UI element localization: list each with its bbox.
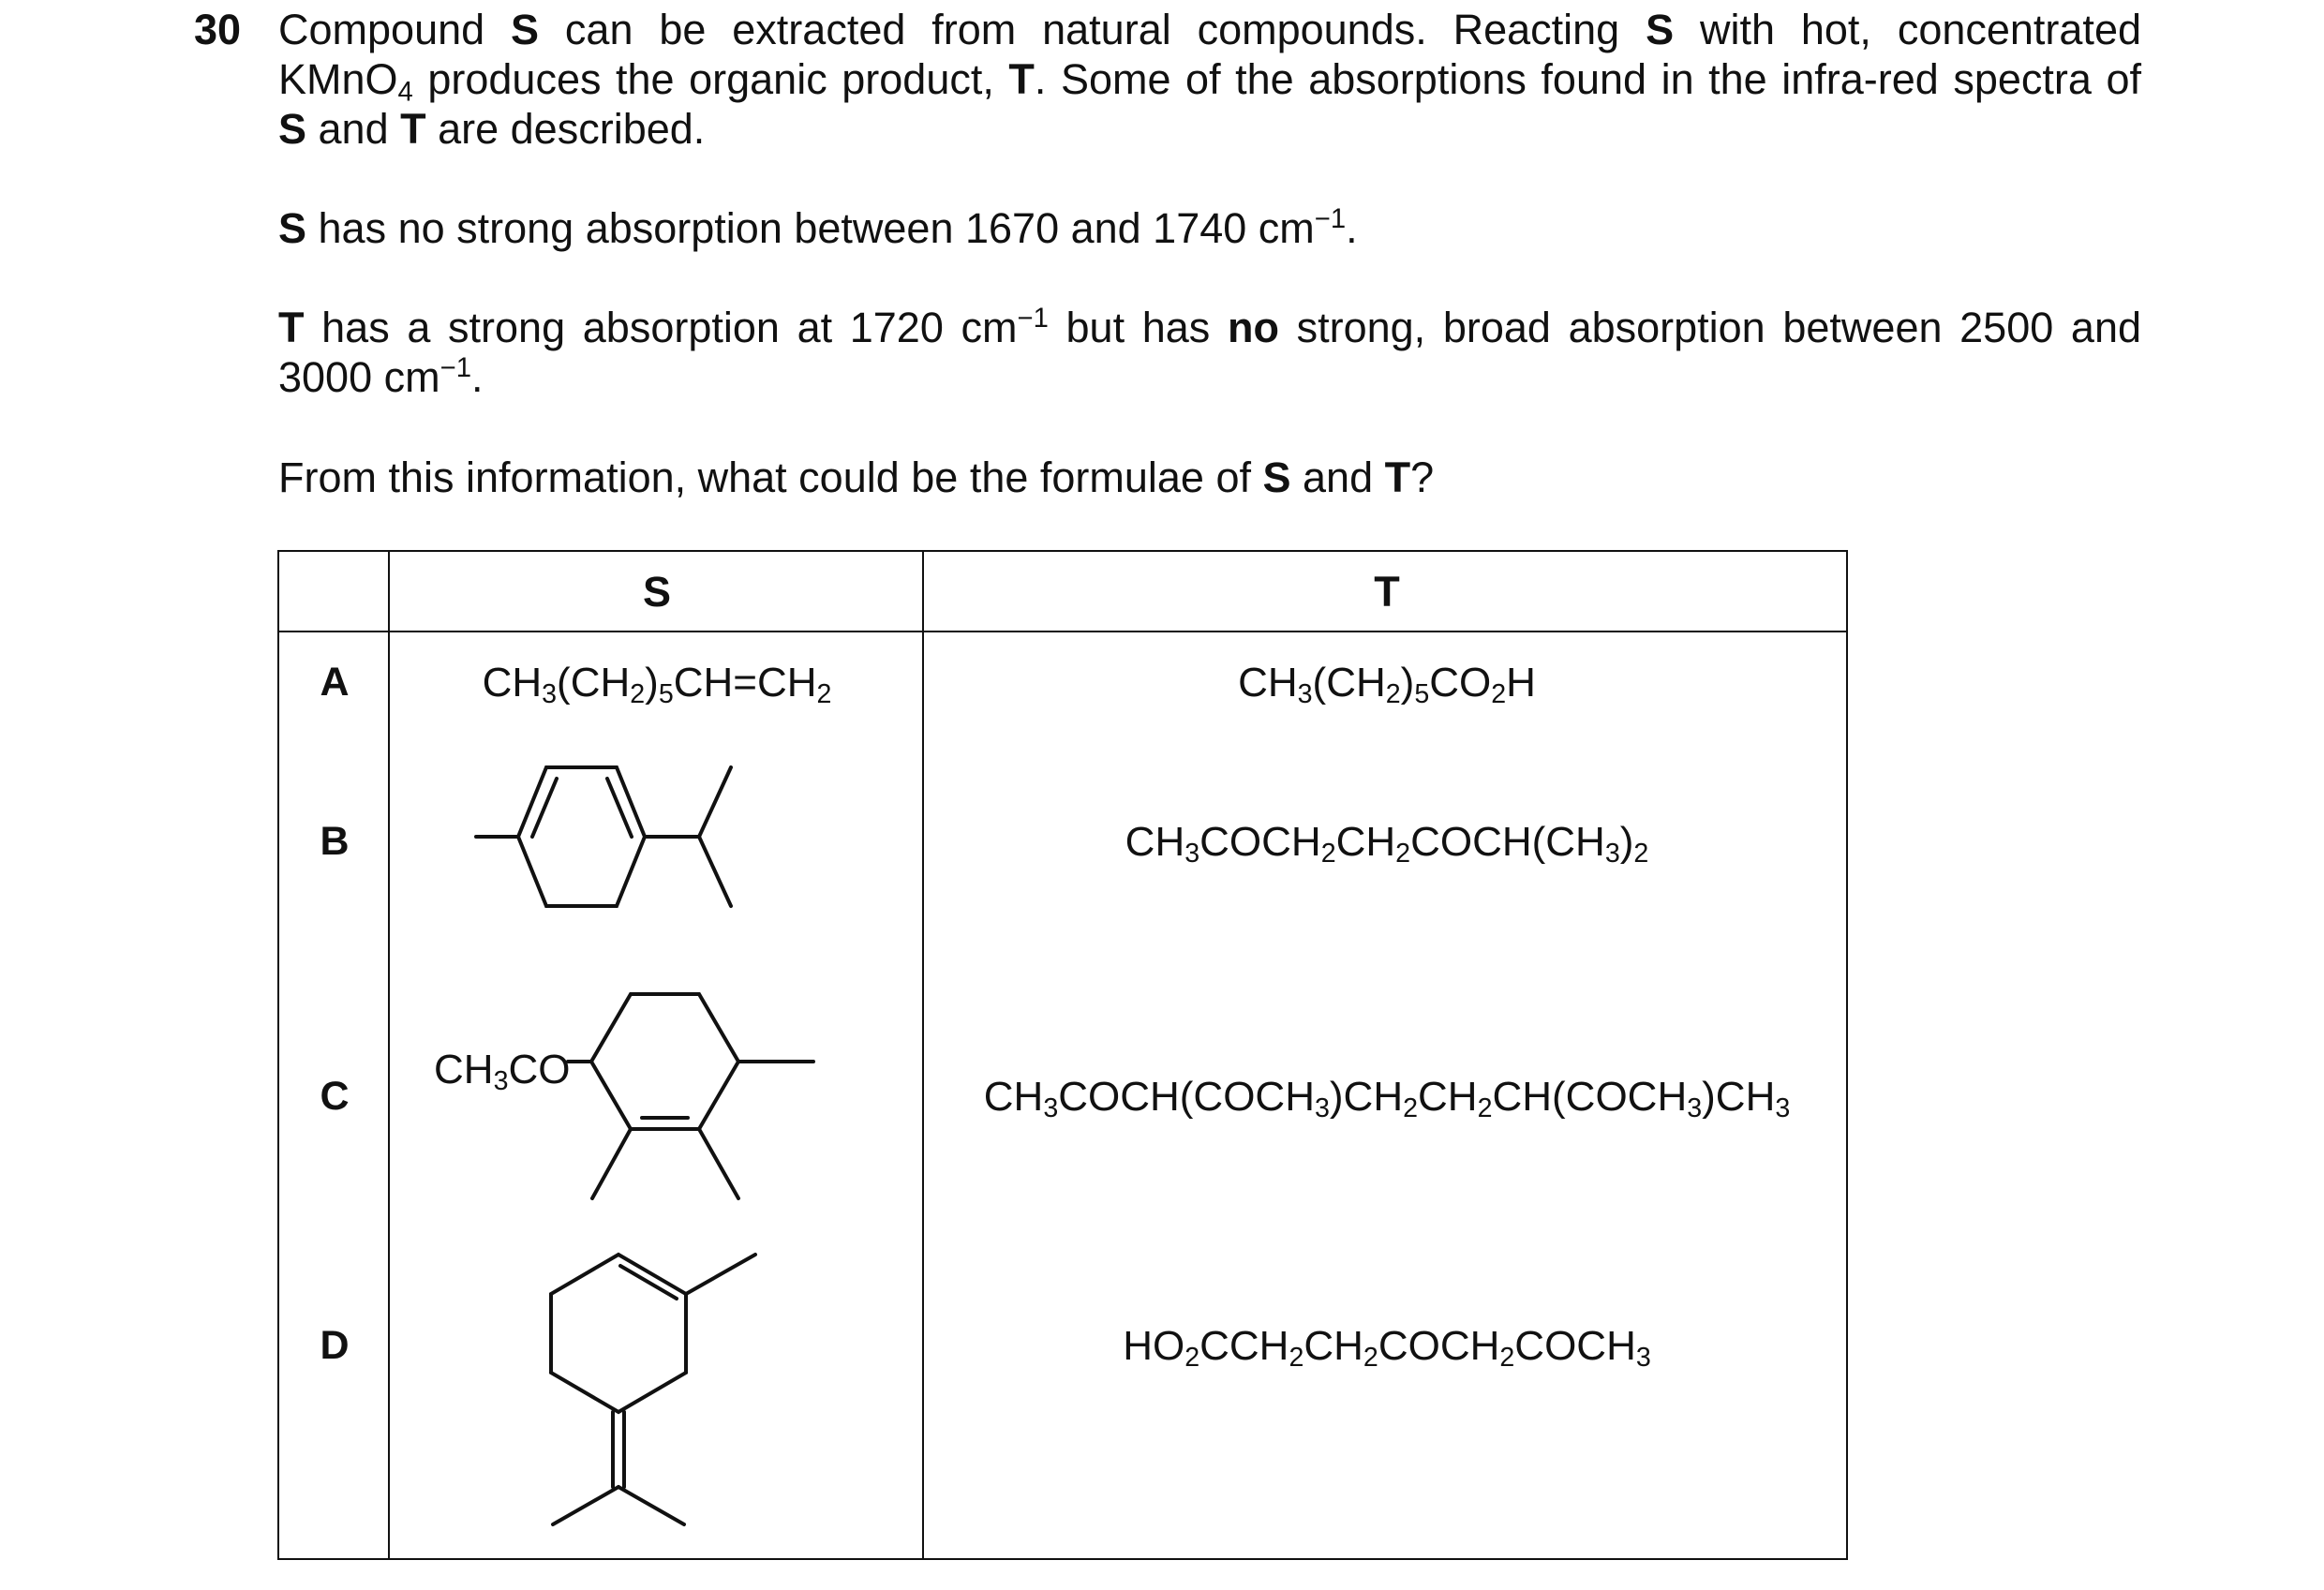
option-d-t-formula: $HO_2CCH_2CH_2COCH_2COCH_3$	[1123, 1323, 1651, 1374]
option-label-a[interactable]: A	[320, 660, 350, 705]
methyl-bond	[699, 1129, 738, 1198]
option-c-acetyl-group: $CH_3CO$	[434, 1047, 571, 1097]
option-b-s-structure	[476, 767, 757, 917]
option-c-s-structure	[579, 994, 879, 1210]
ring-bond	[591, 994, 738, 1129]
header-t: T	[1374, 568, 1400, 616]
option-a-s-formula: $CH_3(CH_2)_5CH=CH_2$	[482, 660, 832, 710]
question-intro-line-3: S and T are described.	[278, 105, 706, 153]
question-intro-line-1: Compound S can be extracted from natural compounds. Reacting S with hot, concentrated	[278, 6, 2141, 53]
option-c-t-formula: $CH_3COCH(COCH_3)CH_2CH_2CH(COCH_3)CH_3$	[983, 1074, 1791, 1124]
option-b-t-formula: $CH_3COCH_2CH_2COCH(CH_3)_2$	[1125, 819, 1649, 869]
ring-bond	[518, 767, 645, 906]
double-bond	[607, 779, 632, 837]
methyl-bond	[592, 1129, 631, 1198]
answer-table	[277, 550, 1848, 1560]
methyl-bond	[618, 1487, 684, 1524]
t-ir-statement-line-1: T has a strong absorption at 1720 $cm^{-1}$ but has no strong, broad absorption between 2500 and	[278, 303, 2141, 351]
question-intro-line-2: KMnO$_4$ produces the organic product, T. Some of the absorptions found in the infra-red spectra of	[278, 55, 2141, 108]
ring-bond	[551, 1255, 686, 1412]
t-ir-statement-line-2: 3000 $cm^{-1}$.	[278, 352, 484, 401]
option-label-c[interactable]: C	[320, 1074, 350, 1119]
double-bond	[532, 779, 557, 837]
s-ir-statement: S has no strong absorption between 1670 and 1740 $cm^{-1}$.	[278, 203, 1358, 252]
header-divider	[279, 631, 1846, 632]
methyl-bond	[553, 1487, 618, 1524]
isopropyl-bond	[699, 767, 731, 837]
option-a-t-formula: $CH_3(CH_2)_5CO_2H$	[1238, 660, 1536, 710]
question-prompt: From this information, what could be the formulae of S and T?	[278, 453, 1435, 501]
isopropyl-bond	[699, 837, 731, 906]
methyl-bond	[686, 1255, 755, 1294]
option-label-b[interactable]: B	[320, 819, 350, 864]
option-label-d[interactable]: D	[320, 1323, 350, 1368]
header-s: S	[642, 568, 671, 616]
option-d-s-structure	[551, 1255, 795, 1536]
question-number: 30	[194, 6, 242, 53]
